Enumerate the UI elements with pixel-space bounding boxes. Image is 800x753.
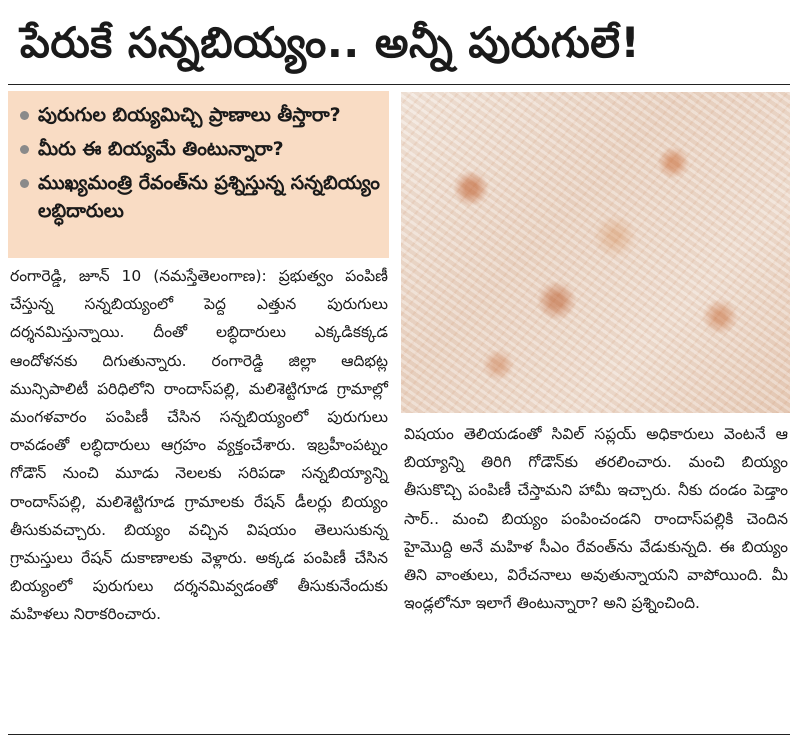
headline: పేరుకే సన్నబియ్యం.. అన్నీ పురుగులే! xyxy=(20,18,641,67)
article-body-right: విషయం తెలియడంతో సివిల్ సప్లయ్ అధికారులు వెంటనే ఆ బియ్యాన్ని తిరిగి గోడౌన్‌కు తరలించారు. మంచి బియ్యం తీసుకొచ్చి పంపిణీ చేస్తామని హామీ ఇచ్చారు. నీకు దండం పెడ్తాం సార్.. మంచి బియ్యం పంపించండని రాందాస్‌పల్లికి చెందిన హైమొద్ది అనే మహిళ సీఎం రేవంత్‌ను వేడుకున్నది. ఈ బియ్యం తిని వాంతులు, విరేచనాలు అవుతున్నాయని వాపోయింది. మీ ఇండ్లలోనూ ఇలాగే తింటున్నారా? అని ప్రశ్నించింది. xyxy=(404,425,788,613)
article-column-right xyxy=(404,420,788,617)
highlights-list xyxy=(8,91,389,225)
bullet-dot-icon xyxy=(20,145,29,154)
highlight-text: పురుగుల బియ్యమిచ్చి ప్రాణాలు తీస్తారా? xyxy=(38,104,341,126)
rice-with-worms-photo xyxy=(401,92,790,413)
article-column-left xyxy=(10,262,388,629)
highlight-item xyxy=(18,101,383,129)
article-body-left: రంగారెడ్డి, జూన్ 10 (నమస్తేతెలంగాణ): ప్రభుత్వం పంపిణీ చేస్తున్న సన్నబియ్యంలో పెద్ద ఎత్తున పురుగులు దర్శనమిస్తున్నాయి. దీంతో లబ్ధిదారులు ఎక్కడికక్కడ ఆందోళనకు దిగుతున్నారు. రంగారెడ్డి జిల్లా ఆదిభట్ల మున్సిపాలిటీ పరిధిలోని రాందాస్‌పల్లి, మలిశెట్టిగూడ గ్రామాల్లో మంగళవారం పంపిణీ చేసిన సన్నబియ్యంలో పురుగులు రావడంతో లబ్ధిదారులు ఆగ్రహం వ్యక్తంచేశారు. ఇబ్రహీంపట్నం గోడౌన్ నుంచి మూడు నెలలకు సరిపడా సన్నబియ్యాన్ని రాందాస్‌పల్లి, మలిశెట్టిగూడ గ్రామాలకు రేషన్ డీలర్లు బియ్యం తీసుకువచ్చారు. బియ్యం వచ్చిన విషయం తెలుసుకున్న గ్రామస్తులు రేషన్ దుకాణాలకు వెళ్లారు. అక్కడ పంపిణీ చేసిన బియ్యంలో పురుగులు దర్శనమివ్వడంతో తీసుకునేందుకు మహిళలు నిరాకరించారు. xyxy=(10,267,388,624)
highlight-item xyxy=(18,135,383,163)
highlight-text: మీరు ఈ బియ్యమే తింటున్నారా? xyxy=(38,138,284,160)
bullet-dot-icon xyxy=(20,111,29,120)
highlight-text: ముఖ్యమంత్రి రేవంత్‌ను ప్రశ్నిస్తున్న సన్నబియ్యం లబ్ధిదారులు xyxy=(38,172,380,222)
bullet-dot-icon xyxy=(20,179,29,188)
highlight-item xyxy=(18,169,383,225)
top-rule xyxy=(8,84,790,85)
highlights-box xyxy=(8,91,389,258)
bottom-rule xyxy=(8,734,790,735)
